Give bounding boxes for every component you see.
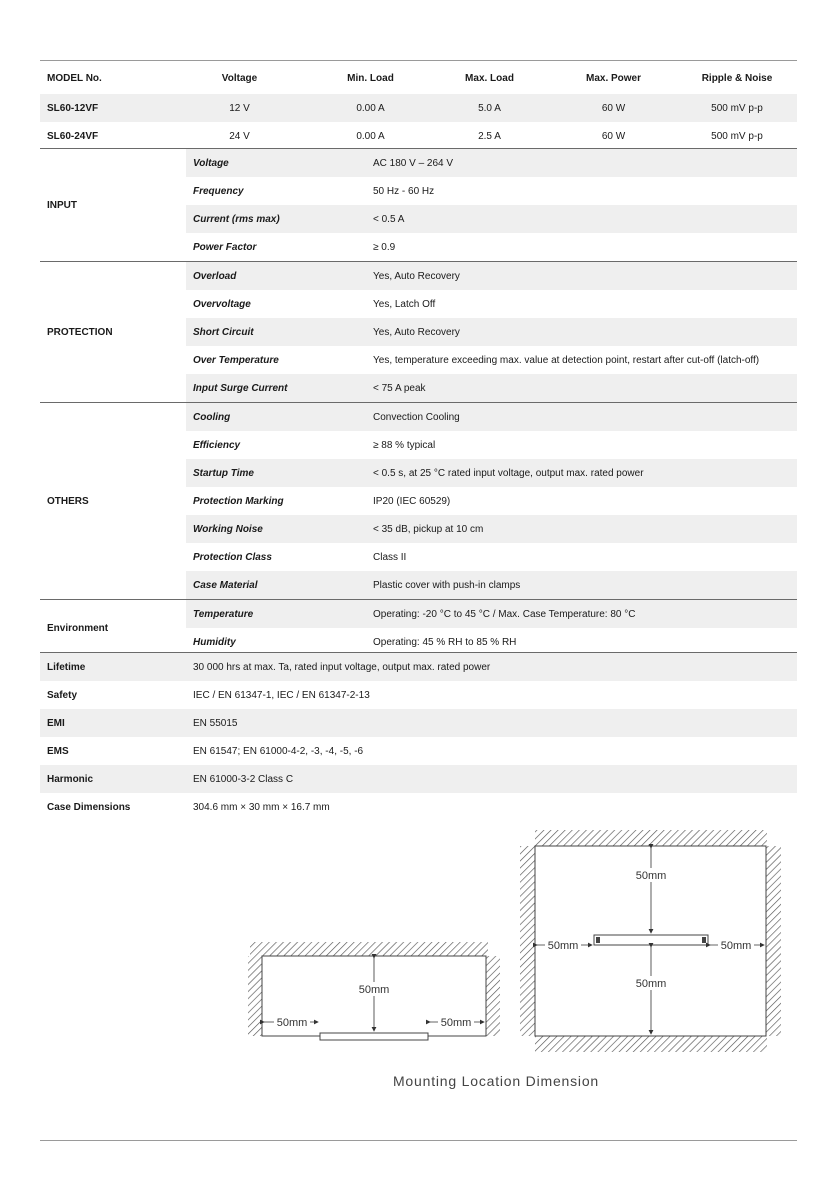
- spec-table: [40, 148, 797, 656]
- section-label: OTHERS: [40, 403, 186, 600]
- param-value: AC 180 V – 264 V: [366, 149, 797, 178]
- bottom-dimension-label: 50mm: [635, 978, 667, 990]
- hatch-top: [535, 830, 767, 846]
- header-voltage: Voltage: [221, 72, 258, 84]
- summary-label: Case Dimensions: [47, 801, 131, 813]
- header-model: MODEL No.: [47, 72, 102, 84]
- vertical-mounting-figure: [520, 830, 781, 1052]
- summary-row: [40, 765, 797, 793]
- section-label: INPUT: [40, 149, 186, 262]
- model-name: SL60-24VF: [47, 130, 99, 142]
- summary-row: [40, 737, 797, 765]
- left-dimension-label: 50mm: [547, 940, 579, 952]
- model-min-load: 0.00 A: [356, 130, 385, 142]
- param-label: Protection Marking: [193, 495, 284, 507]
- summary-label: EMI: [40, 709, 186, 737]
- param-value: < 35 dB, pickup at 10 cm: [366, 515, 797, 543]
- model-ripple: 500 mV p-p: [711, 102, 763, 114]
- models-header-row: [40, 62, 797, 94]
- header-min-load: Min. Load: [347, 72, 394, 84]
- param-value: Yes, Auto Recovery: [366, 262, 797, 291]
- summary-row: [40, 793, 797, 821]
- param-value: Yes, Auto Recovery: [366, 318, 797, 346]
- param-label: Temperature: [186, 600, 366, 629]
- hatch-right: [486, 956, 500, 1036]
- hatch-left: [248, 956, 262, 1036]
- summary-row: [40, 709, 797, 737]
- summary-value: 304.6 mm × 30 mm × 16.7 mm: [193, 801, 330, 813]
- header-max-power: Max. Power: [585, 72, 642, 84]
- spec-row: [40, 262, 797, 291]
- diagram-caption: Mounting Location Dimension: [392, 1073, 600, 1089]
- param-value: Operating: -20 °C to 45 °C / Max. Case Temperature: 80 °C: [366, 600, 797, 629]
- model-max-load: 5.0 A: [478, 102, 501, 114]
- model-min-load: 0.00 A: [356, 102, 385, 114]
- section-label: PROTECTION: [40, 262, 186, 403]
- model-voltage: 24 V: [229, 130, 250, 142]
- spec-row: [40, 600, 797, 629]
- param-label: Short Circuit: [186, 318, 366, 346]
- top-rule: [40, 60, 797, 61]
- hatch-right: [766, 846, 781, 1036]
- model-max-power: 60 W: [601, 130, 626, 142]
- param-label: Humidity: [193, 636, 236, 648]
- param-label: Input Surge Current: [186, 374, 366, 403]
- summary-value: EN 61547; EN 61000-4-2, -3, -4, -5, -6: [193, 745, 364, 757]
- model-row: [40, 94, 797, 122]
- param-label: Overvoltage: [193, 298, 251, 310]
- param-label: Over Temperature: [193, 354, 279, 366]
- param-value: Convection Cooling: [366, 403, 797, 432]
- param-label: Case Material: [186, 571, 366, 600]
- horizontal-mounting-figure: [248, 942, 500, 1040]
- param-value: Plastic cover with push-in clamps: [366, 571, 797, 600]
- param-label: Frequency: [193, 185, 244, 197]
- param-value: IP20 (IEC 60529): [373, 495, 451, 507]
- right-dimension-label: 50mm: [720, 940, 752, 952]
- model-voltage: 12 V: [229, 102, 250, 114]
- param-value: 50 Hz - 60 Hz: [373, 185, 435, 197]
- header-max-load: Max. Load: [465, 72, 514, 84]
- hatch-bottom: [535, 1036, 767, 1052]
- summary-row: [40, 653, 797, 682]
- param-label: Efficiency: [193, 439, 241, 451]
- param-label: Startup Time: [186, 459, 366, 487]
- section-label: Environment: [40, 600, 186, 657]
- mounting-diagram: [0, 822, 840, 1092]
- summary-table: [40, 652, 797, 821]
- param-label: Voltage: [186, 149, 366, 178]
- summary-value: EN 55015: [186, 709, 797, 737]
- param-label: Protection Class: [193, 551, 272, 563]
- summary-value: 30 000 hrs at max. Ta, rated input voltage, output max. rated power: [186, 653, 797, 682]
- param-label: Working Noise: [186, 515, 366, 543]
- summary-value: IEC / EN 61347-1, IEC / EN 61347-2-13: [193, 689, 370, 701]
- driver-unit: [594, 935, 708, 945]
- model-ripple: 500 mV p-p: [711, 130, 763, 142]
- header-ripple-noise: Ripple & Noise: [701, 72, 773, 84]
- top-dimension-label: 50mm: [635, 870, 667, 882]
- hatch-left: [520, 846, 535, 1036]
- param-value: < 0.5 A: [366, 205, 797, 233]
- summary-label: Lifetime: [40, 653, 186, 682]
- param-label: Overload: [186, 262, 366, 291]
- param-value: ≥ 88 % typical: [373, 439, 436, 451]
- spec-row: [40, 403, 797, 432]
- param-value: < 0.5 s, at 25 °C rated input voltage, output max. rated power: [366, 459, 797, 487]
- model-row: [40, 122, 797, 150]
- driver-unit: [320, 1033, 428, 1040]
- summary-label: EMS: [47, 745, 69, 757]
- param-value: Yes, temperature exceeding max. value at detection point, restart after cut-off (latch-off): [373, 354, 760, 366]
- model-name: SL60-12VF: [47, 102, 99, 114]
- summary-value: EN 61000-3-2 Class C: [186, 765, 797, 793]
- param-label: Cooling: [186, 403, 366, 432]
- param-value: ≥ 0.9: [373, 241, 396, 253]
- param-value: Yes, Latch Off: [373, 298, 436, 310]
- param-value: Operating: 45 % RH to 85 % RH: [373, 636, 517, 648]
- model-max-load: 2.5 A: [478, 130, 501, 142]
- param-value: Class II: [373, 551, 407, 563]
- param-value: < 75 A peak: [366, 374, 797, 403]
- hatch-top: [250, 942, 488, 956]
- footer-rule: [40, 1140, 797, 1141]
- summary-label: Safety: [47, 689, 78, 701]
- left-dimension-label: 50mm: [276, 1017, 308, 1029]
- spec-row: [40, 149, 797, 178]
- model-max-power: 60 W: [601, 102, 626, 114]
- models-table: [40, 62, 797, 150]
- summary-label: Harmonic: [40, 765, 186, 793]
- param-label: Current (rms max): [186, 205, 366, 233]
- top-dimension-label: 50mm: [358, 984, 390, 996]
- param-label: Power Factor: [193, 241, 257, 253]
- summary-row: [40, 681, 797, 709]
- right-dimension-label: 50mm: [440, 1017, 472, 1029]
